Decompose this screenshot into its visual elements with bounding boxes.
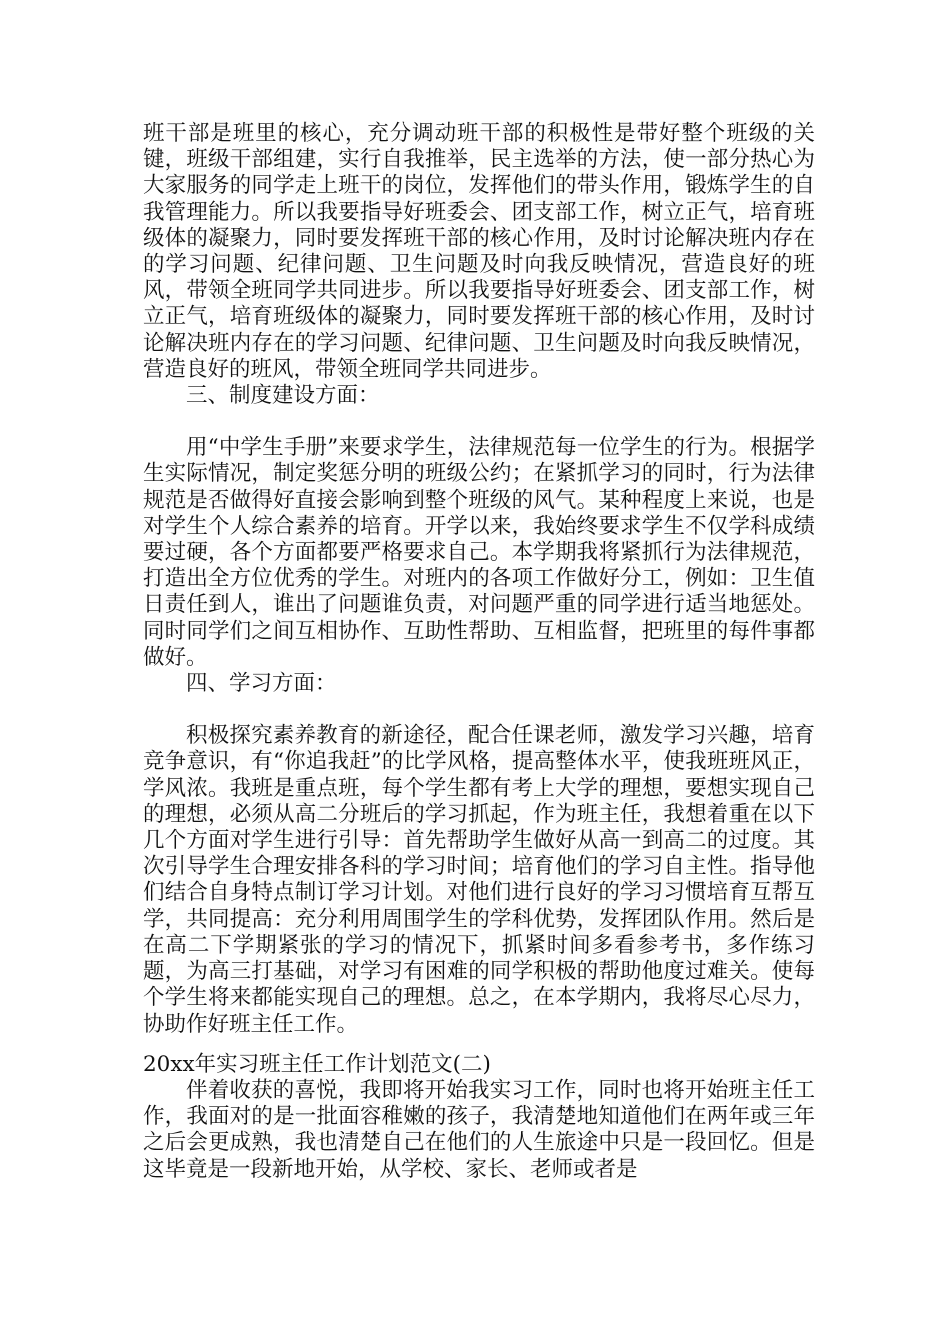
document-page	[143, 121, 815, 1183]
paragraph-class-leaders: 班干部是班里的核心，充分调动班干部的积极性是带好整个班级的关键，班级干部组建，实行自我推举，民主选举的方法，使一部分热心为大家服务的同学走上班干的岗位，发挥他们的带头作用，锻炼学生的自我管理能力。所以我要指导好班委会、团支部工作，树立正气，培育班级体的凝聚力，同时要发挥班干部的核心作用，及时讨论解决班内存在的学习问题、纪律问题、卫生问题及时向我反映情况，营造良好的班风，带领全班同学共同进步。所以我要指导好班委会、团支部工作，树立正气，培育班级体的凝聚力，同时要发挥班干部的核心作用，及时讨论解决班内存在的学习问题、纪律问题、卫生问题及时向我反映情况，营造良好的班风，带领全班同学共同进步。	[143, 121, 815, 382]
paragraph-system-building: 用“中学生手册”来要求学生，法律规范每一位学生的行为。根据学生实际情况，制定奖惩分明的班级公约；在紧抓学习的同时，行为法律规范是否做得好直接会影响到整个班级的风气。某种程度上来说，也是对学生个人综合素养的培育。开学以来，我始终要求学生不仅学科成绩要过硬，各个方面都要严格要求自己。本学期我将紧抓行为法律规范，打造出全方位优秀的学生。对班内的各项工作做好分工，例如：卫生值日责任到人，谁出了问题谁负责，对问题严重的同学进行适当地惩处。同时同学们之间互相协作、互助性帮助、互相监督，把班里的每件事都做好。	[143, 435, 815, 670]
heading-system-building: 三、制度建设方面：	[186, 383, 380, 409]
heading-study: 四、学习方面：	[186, 671, 337, 697]
paragraph-study: 积极探究素养教育的新途径，配合任课老师，激发学习兴趣，培育竞争意识，有“你追我赶”的比学风格，提高整体水平，使我班班风正，学风浓。我班是重点班，每个学生都有考上大学的理想，要想实现自己的理想，必须从高二分班后的学习抓起，作为班主任，我想着重在以下几个方面对学生进行引导：首先帮助学生做好从高一到高二的过度。其次引导学生合理安排各科的学习时间；培育他们的学习自主性。指导他们结合自身特点制订学习计划。对他们进行良好的学习习惯培育互帮互学，共同提高：充分利用周围学生的学科优势，发挥团队作用。然后是在高二下学期紧张的学习的情况下，抓紧时间多看参考书，多作练习题，为高三打基础，对学习有困难的同学积极的帮助他度过难关。使每个学生将来都能实现自己的理想。总之，在本学期内，我将尽心尽力，协助作好班主任工作。	[143, 723, 815, 1037]
section-title-plan-two: 20xx年实习班主任工作计划范文(二)	[143, 1051, 491, 1077]
paragraph-plan-two-intro: 伴着收获的喜悦，我即将开始我实习工作，同时也将开始班主任工作，我面对的是一批面容稚嫩的孩子，我清楚地知道他们在两年或三年之后会更成熟，我也清楚自己在他们的人生旅途中只是一段回忆。但是这毕竟是一段新地开始，从学校、家长、老师或者是	[143, 1077, 815, 1182]
